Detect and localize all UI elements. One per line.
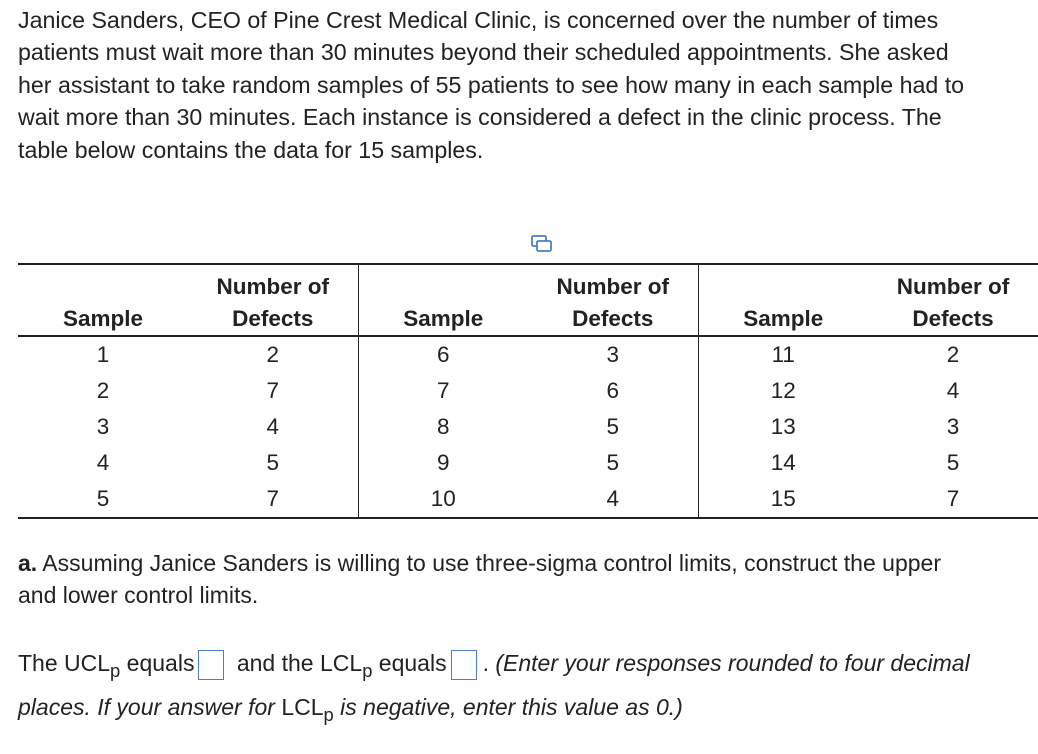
table-row — [18, 481, 1038, 518]
defects-cell: 4 — [946, 378, 960, 403]
ucl-answer-input[interactable] — [198, 650, 224, 680]
ucl-equals-text: equals — [120, 650, 195, 676]
lcl-answer-input[interactable] — [451, 650, 477, 680]
lcl-subscript: p — [362, 660, 373, 682]
header-sample-label: Sample — [403, 306, 484, 331]
answer-prefix: The — [18, 650, 65, 676]
problem-intro: Janice Sanders, CEO of Pine Crest Medical Clinic, is concerned over the number of times patients must wait more than 30 minutes beyond their scheduled appointments. She asked her assistant to take random samples of 55 patients to see how many in each sample had to wait more than 30 minutes. Each instance is considered a defect in the clinic process. The table below contains the data for 15 samples. — [18, 7, 965, 163]
header-defects-line2: Defects — [232, 306, 314, 331]
table-row — [18, 336, 1038, 373]
sample-cell: 1 — [96, 342, 110, 367]
sample-cell: 3 — [96, 414, 110, 439]
defects-table — [18, 263, 1038, 519]
sample-cell: 6 — [436, 342, 450, 367]
sample-cell: 10 — [358, 481, 528, 518]
sample-cell: 14 — [770, 450, 796, 475]
copy-table-icon[interactable] — [531, 235, 553, 253]
instruction-text-1: (Enter your responses rounded to four decimal places. If your answer for — [18, 650, 970, 720]
defects-cell: 7 — [188, 481, 358, 518]
sample-cell: 5 — [18, 481, 188, 518]
header-sample-label: Sample — [743, 306, 824, 331]
defects-table-container — [18, 263, 1010, 521]
table-header-row — [18, 264, 1038, 336]
ucl-subscript: p — [110, 660, 121, 682]
lcl-equals-text: equals — [372, 650, 447, 676]
question-a — [18, 547, 968, 611]
header-sample-3 — [698, 264, 868, 336]
defects-cell: 3 — [946, 414, 960, 439]
defects-cell: 5 — [528, 445, 698, 481]
sample-cell: 12 — [770, 378, 796, 403]
defects-cell: 7 — [188, 373, 358, 409]
sample-cell: 2 — [96, 378, 110, 403]
header-sample-label: Sample — [62, 306, 144, 331]
defects-cell: 7 — [868, 481, 1038, 518]
header-sample-2 — [358, 264, 528, 336]
defects-cell: 5 — [528, 409, 698, 445]
sample-cell: 7 — [436, 378, 450, 403]
header-defects-line1: Number of — [216, 274, 329, 299]
sample-cell: 11 — [771, 342, 795, 367]
defects-cell: 3 — [528, 336, 698, 373]
defects-cell: 6 — [528, 373, 698, 409]
header-defects-2 — [528, 264, 698, 336]
question-text: Assuming Janice Sanders is willing to use three-sigma control limits, construct the upper and lower control limits. — [18, 550, 941, 608]
header-defects-line2: Defects — [572, 306, 654, 331]
header-defects-line2: Defects — [912, 306, 994, 331]
period-text: . — [482, 650, 489, 676]
instruction-text-2: is negative, enter this value as 0.) — [333, 694, 683, 720]
defects-cell: 4 — [188, 409, 358, 445]
defects-cell: 5 — [188, 445, 358, 481]
sample-cell: 15 — [698, 481, 868, 518]
table-row — [18, 409, 1038, 445]
defects-cell: 4 — [528, 481, 698, 518]
answer-line — [18, 642, 988, 730]
sample-cell: 13 — [770, 414, 796, 439]
ucl-label: UCL — [64, 650, 111, 676]
and-the-text: and the — [230, 650, 320, 676]
defects-cell: 2 — [946, 342, 960, 367]
question-label: a. — [18, 550, 38, 576]
header-defects-line1: Number of — [556, 274, 669, 299]
sample-cell: 4 — [96, 450, 110, 475]
header-defects-1 — [188, 264, 358, 336]
table-row — [18, 373, 1038, 409]
header-sample-1 — [18, 264, 188, 336]
defects-cell: 5 — [946, 450, 960, 475]
sample-cell: 9 — [436, 450, 450, 475]
lcl-instruction-subscript: p — [323, 704, 334, 726]
table-row — [18, 445, 1038, 481]
defects-cell: 2 — [188, 336, 358, 373]
sample-cell: 8 — [436, 414, 450, 439]
header-defects-3 — [868, 264, 1038, 336]
lcl-label: LCL — [319, 650, 363, 676]
lcl-label-instruction: LCL — [281, 694, 324, 720]
header-defects-line1: Number of — [896, 274, 1010, 299]
